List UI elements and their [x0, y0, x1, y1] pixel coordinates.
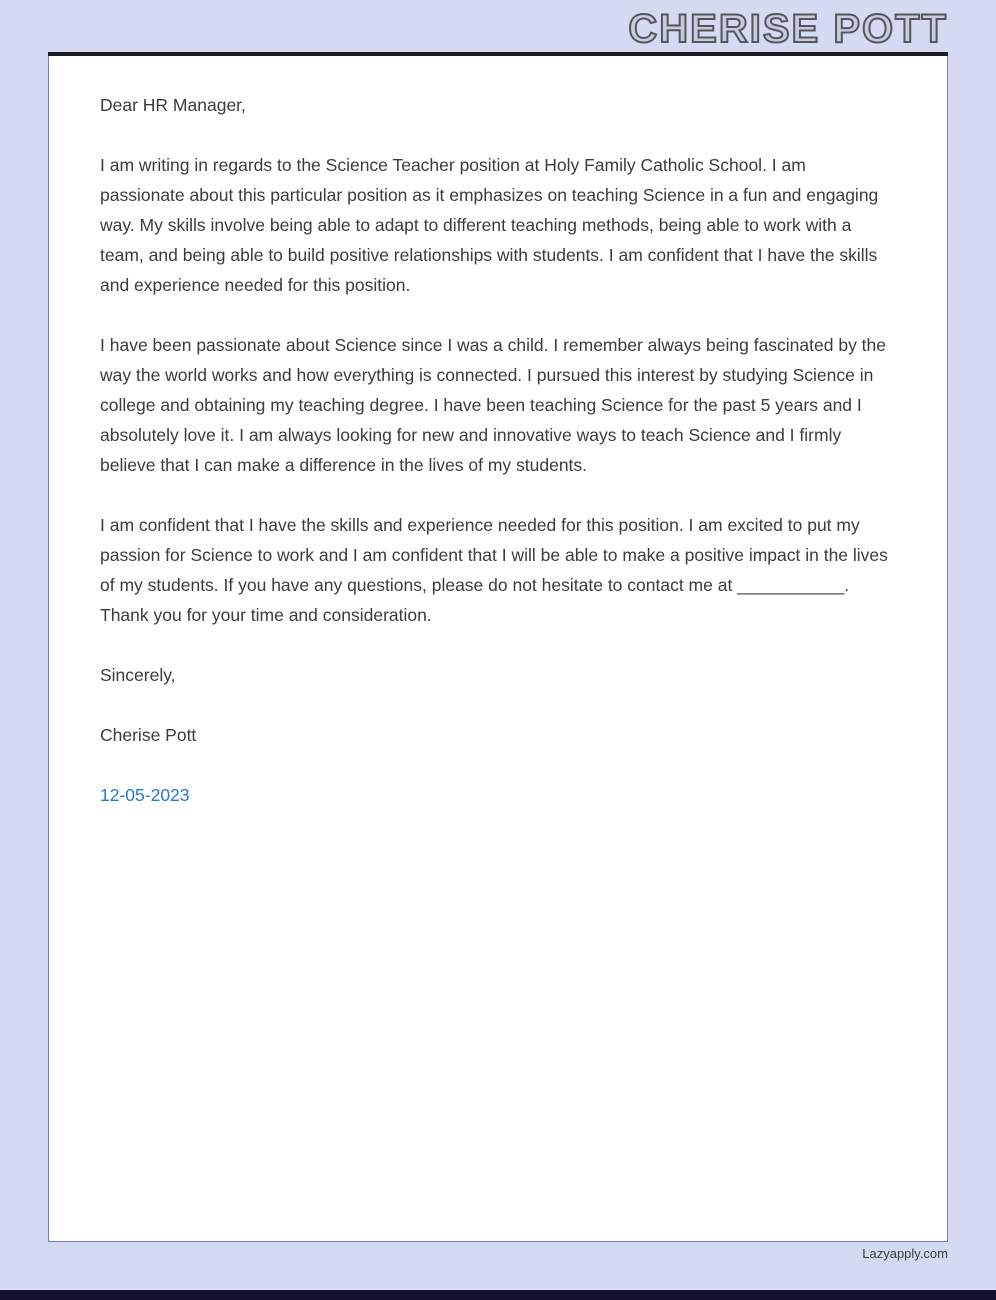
- date-link[interactable]: 12-05-2023: [100, 785, 190, 805]
- footer: [48, 1246, 948, 1261]
- letter-paragraph-1: I am writing in regards to the Science Teacher position at Holy Family Catholic School. I am passionate about this particular position as it emphasizes on teaching Science in a fun and engaging way. My skills involve being able to adapt to different teaching methods, being able to work with a team, and being able to build positive relationships with students. I am confident that I have the skills and experience needed for this position.: [100, 155, 879, 295]
- letter-page: [48, 56, 948, 1242]
- letter-paragraph-3: I am confident that I have the skills and experience needed for this position. I am excited to put my passion for Science to work and I am confident that I will be able to make a positive impact in the lives of my students. If you have any questions, please do not hesitate to contact me at ___________. Thank you for your time and consideration.: [100, 515, 888, 625]
- salutation: Dear HR Manager,: [100, 95, 246, 115]
- bottom-bar: [0, 1290, 996, 1300]
- closing: Sincerely,: [100, 665, 176, 685]
- letter-paragraph-2: I have been passionate about Science since I was a child. I remember always being fascinated by the way the world works and how everything is connected. I pursued this interest by studying Science in college and obtaining my teaching degree. I have been teaching Science for the past 5 years and I absolutely love it. I am always looking for new and innovative ways to teach Science and I firmly believe that I can make a difference in the lives of my students.: [100, 335, 887, 475]
- header-name: CHERISE POTT: [628, 7, 948, 51]
- footer-brand: Lazyapply.com: [862, 1246, 948, 1261]
- signature-name: Cherise Pott: [100, 725, 197, 745]
- header: [48, 0, 948, 52]
- date-line: [100, 780, 895, 810]
